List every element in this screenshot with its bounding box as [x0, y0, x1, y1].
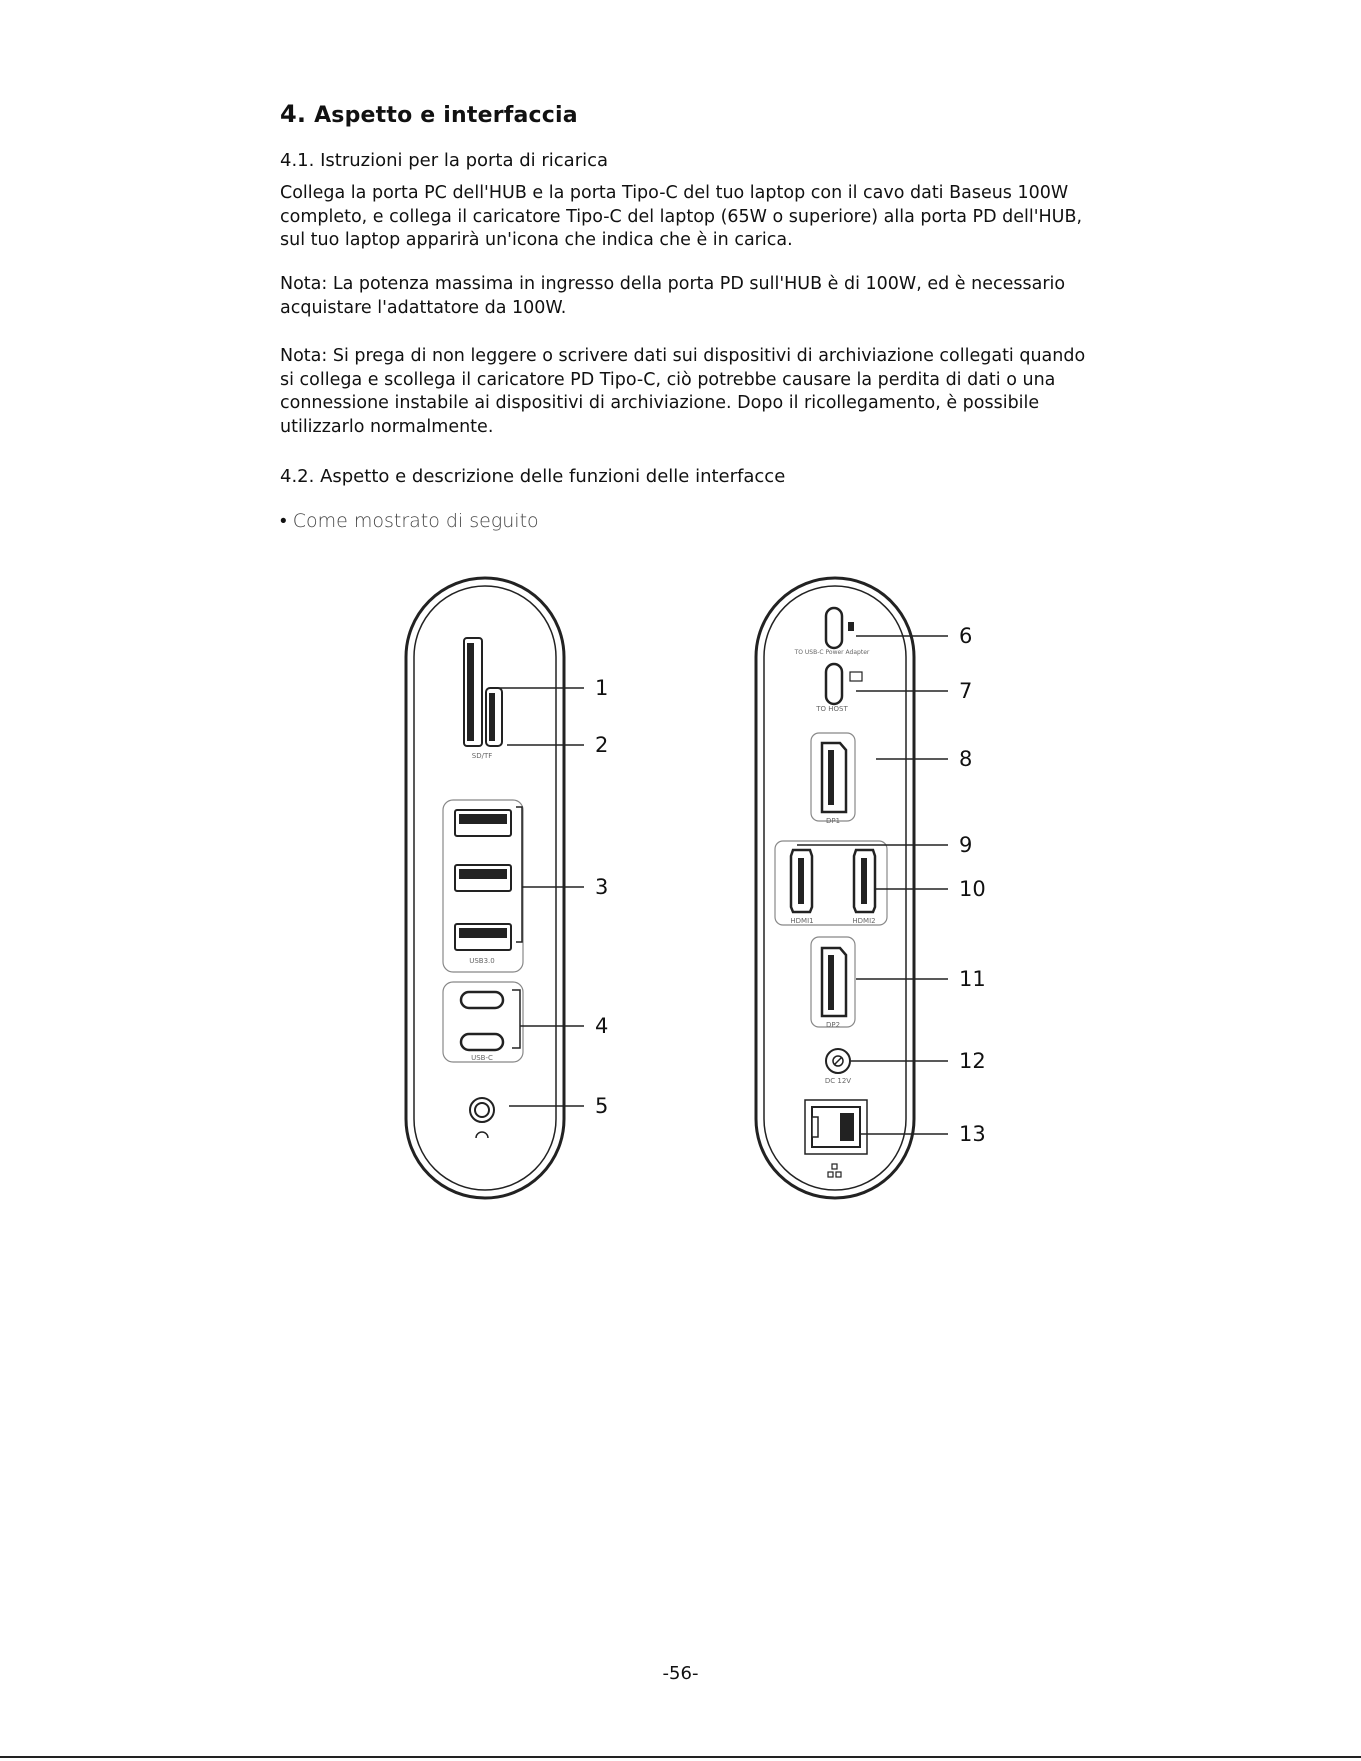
left-hub-side	[406, 578, 564, 1198]
usb-c-port-1	[461, 992, 503, 1008]
bullet-dot: •	[280, 510, 287, 532]
ethernet-port	[805, 1100, 867, 1154]
section-title: Aspetto e interfaccia	[314, 103, 578, 128]
dc-power-jack	[826, 1049, 850, 1073]
usb-c-port-2	[461, 1034, 503, 1050]
bullet-item	[280, 510, 539, 533]
bullet-text: Come mostrato di seguito	[292, 510, 539, 532]
callout-3: 3	[595, 875, 609, 899]
label-to-host: TO HOST	[816, 705, 848, 713]
callout-10: 10	[959, 877, 986, 901]
label-dp2: DP2	[825, 1021, 841, 1029]
displayport-1	[822, 743, 846, 812]
usb-c-pd-port	[826, 608, 842, 648]
callout-5: 5	[595, 1094, 609, 1118]
subsection-1-title: 4.1. Istruzioni per la porta di ricarica	[280, 150, 609, 171]
paragraph-charging: Collega la porta PC dell'HUB e la porta Tipo-C del tuo laptop con il cavo dati Baseus 100W completo, e collega il caricatore Tipo-C del laptop (65W o superiore) alla porta PD dell'HUB, sul tuo laptop apparirà un'icona che indica che è in carica.	[280, 183, 1083, 250]
page-number: -56-	[662, 1663, 699, 1684]
section-heading	[280, 100, 578, 128]
label-usb3: USB3.0	[469, 957, 495, 965]
callout-7: 7	[959, 679, 973, 703]
hdmi-port-2	[854, 850, 875, 912]
callout-9: 9	[959, 833, 973, 857]
callout-1: 1	[595, 676, 609, 700]
paragraph-note-storage: Nota: Si prega di non leggere o scrivere dati sui dispositivi di archiviazione collegati quando si collega e scollega il caricatore PD Tipo-C, ciò potrebbe causare la perdita di dati o una connessione instabile ai dispositivi di archiviazione. Dopo il ricollegamento, è possibile utilizzarlo normalmente.	[280, 346, 1086, 437]
callout-8: 8	[959, 747, 973, 771]
section-number: 4.	[280, 100, 307, 128]
usb-a-port-2	[455, 865, 511, 891]
callout-12: 12	[959, 1049, 986, 1073]
callout-4: 4	[595, 1014, 609, 1038]
bottom-rule	[0, 1756, 1361, 1758]
label-hdmi2: HDMI2	[852, 917, 876, 925]
paragraph-note-power: Nota: La potenza massima in ingresso della porta PD sull'HUB è di 100W, ed è necessario acquistare l'adattatore da 100W.	[280, 274, 1066, 318]
callout-6: 6	[959, 624, 973, 648]
label-dc: DC 12V	[824, 1077, 852, 1085]
callout-2: 2	[595, 733, 609, 757]
label-usb-c: USB-C	[471, 1054, 493, 1062]
usb-a-port-1	[455, 810, 511, 836]
label-hdmi1: HDMI1	[790, 917, 814, 925]
callout-11: 11	[959, 967, 986, 991]
network-icon	[828, 1164, 841, 1177]
hub-interface-diagram	[0, 560, 1361, 1210]
label-power-adapter: TO USB-C Power Adapter	[794, 649, 870, 656]
laptop-icon	[850, 672, 862, 681]
plug-icon	[848, 622, 854, 631]
displayport-2	[822, 948, 846, 1016]
callout-13: 13	[959, 1122, 986, 1146]
label-sd-tf: SD/TF	[471, 752, 493, 760]
right-hub-side	[756, 578, 914, 1198]
audio-jack	[470, 1098, 494, 1138]
subsection-2-title: 4.2. Aspetto e descrizione delle funzioni delle interfacce	[280, 466, 786, 487]
hdmi-port-1	[791, 850, 812, 912]
usb-a-port-3	[455, 924, 511, 950]
usb-c-host-port	[826, 664, 842, 704]
label-dp1: DP1	[825, 817, 841, 825]
